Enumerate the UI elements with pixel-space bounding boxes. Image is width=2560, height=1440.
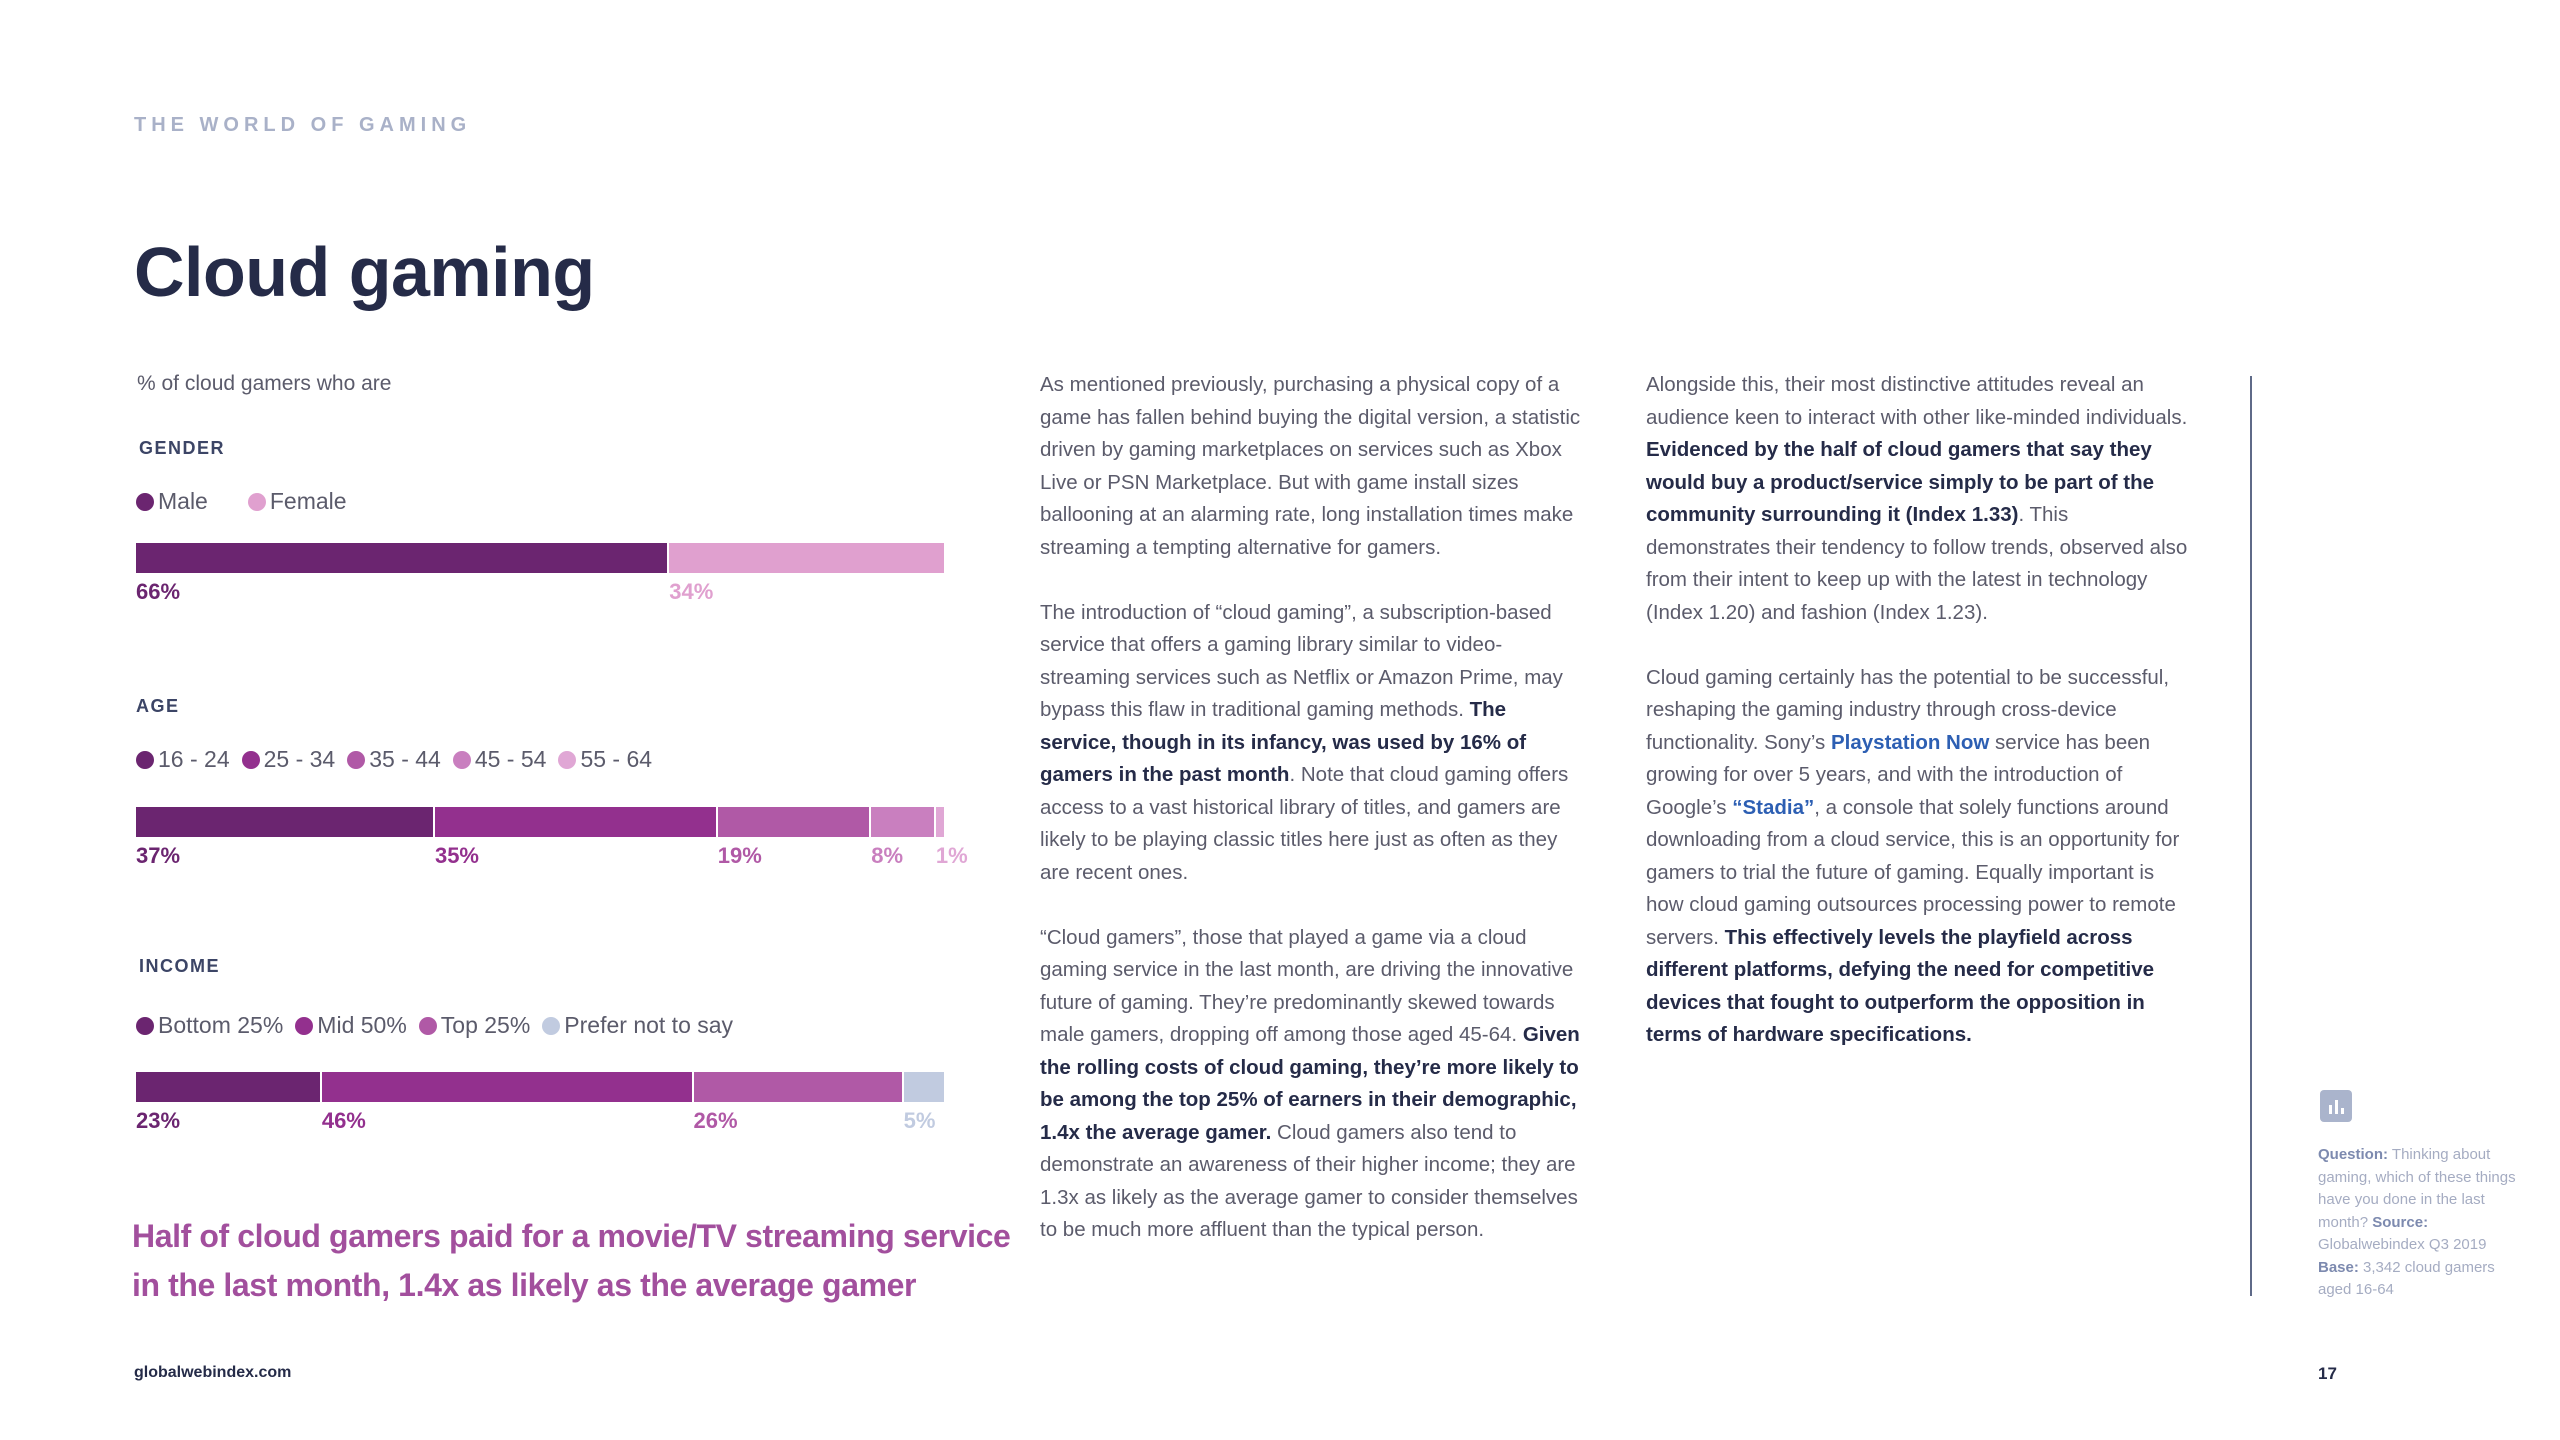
legend-label: Mid 50% [317,1012,407,1038]
legend-label: Male [158,488,208,514]
age-labels [136,843,968,873]
source-note [2318,1144,2528,1302]
bar-segment [322,1072,694,1102]
text-run: “Cloud gamers”, those that played a game via a cloud gaming service in the last month, are driving the innovative future of gaming. They’re predominantly skewed towards male gamers, dropping off among those aged 45-64. [1040,925,1574,1046]
income-value-label: 5% [903,1108,936,1133]
age-legend [136,746,664,773]
text-run: . This demonstrates their tendency to follow trends, observed also from their intent to keep up with the latest in technology (Index 1.20) and fashion (Index 1.23). [1646,503,2188,624]
top-25-dot-icon [419,1017,437,1035]
paragraph [1646,369,2188,629]
paragraph [1040,922,1582,1247]
text-run: service has been growing for over 5 years, and with the introduction of Google’s [1646,730,2151,819]
age-25-34-dot-icon [242,751,260,769]
income-legend [136,1012,745,1039]
bar-segment [136,543,669,573]
page-number: 17 [2318,1364,2337,1383]
bar-segment [871,807,936,837]
legend-label: 55 - 64 [580,746,653,772]
female-dot-icon [248,493,266,511]
legend-label: 35 - 44 [369,746,441,772]
emphasis-text: The service, though in its infancy, was used by 16% of gamers in the past month [1040,698,1527,786]
text-run: The introduction of “cloud gaming”, a subscription-based service that offers a gaming library similar to video-streaming services such as Netflix or Amazon Prime, may bypass this flaw in traditional gaming methods. [1040,600,1563,721]
source-label: Source: [2372,1213,2429,1231]
age-chart [136,807,968,873]
bar-segment [904,1072,944,1102]
age-value-label: 1% [935,843,968,868]
age-bar [136,807,944,837]
question-label: Question: [2318,1146,2388,1163]
legend-label: 45 - 54 [474,746,547,772]
vertical-divider [2250,376,2252,1296]
age-value-label: 8% [871,843,904,868]
age-value-label: 35% [434,843,479,868]
chart-intro: % of cloud gamers who are [137,372,392,395]
age-heading: AGE [136,696,180,716]
income-chart [136,1072,944,1138]
body-column-1 [1040,369,1582,1279]
body-column-2 [1646,369,2188,1084]
gender-bar [136,543,944,573]
legend-item-male [136,488,208,515]
age-45-54-dot-icon [453,751,471,769]
income-value-label: 26% [693,1108,738,1133]
income-value-label: 46% [321,1108,366,1133]
emphasis-text: Evidenced by the half of cloud gamers that say they would buy a product/service simply to be part of the community surrounding it (Index 1.33) [1646,438,2155,526]
legend-item-55-64 [558,746,652,773]
legend-item-bottom-25 [136,1012,283,1039]
legend-label: 16 - 24 [158,746,230,772]
income-value-label: 23% [136,1108,181,1133]
legend-item-prefer-not [542,1012,733,1039]
text-run: Cloud gaming certainly has the potential to be successful, reshaping the gaming industry through cross-device functionality. Sony’s [1646,665,2170,754]
bar-segment [136,1072,322,1102]
emphasis-text: Given the rolling costs of cloud gaming, they’re more likely to be among the top 25% of earners in their demographic, 1.4x the average gamer. [1040,1023,1580,1144]
bar-segment [718,807,872,837]
base-text: 3,342 cloud gamers aged 16-64 [2318,1258,2495,1298]
paragraph [1646,662,2188,1052]
age-55-64-dot-icon [558,751,576,769]
text-run: , a console that solely functions around downloading from a cloud service, this is an opportunity for gamers to trial the future of gaming. Equally important is how cloud gaming outsources processing power to remote servers. [1646,795,2180,949]
bar-segment [936,807,944,837]
legend-label: 25 - 34 [263,746,336,772]
base-label: Base: [2318,1258,2359,1276]
text-run: Alongside this, their most distinctive attitudes reveal an audience keen to interact with other like-minded individuals. [1646,373,2188,429]
legend-item-45-54 [453,746,547,773]
gender-heading: GENDER [139,438,226,458]
paragraph [1040,369,1582,564]
legend-item-35-44 [347,746,441,773]
gender-labels [136,579,944,609]
source-text: Globalwebindex Q3 2019 [2318,1236,2487,1253]
stadia-link[interactable]: “Stadia” [1732,795,1815,819]
age-35-44-dot-icon [347,751,365,769]
pullquote: Half of cloud gamers paid for a movie/TV streaming service in the last month, 1.4x as likely as the average gamer [132,1218,1011,1303]
bottom-25-dot-icon [136,1017,154,1035]
income-heading: INCOME [139,956,220,976]
age-16-24-dot-icon [136,751,154,769]
legend-label: Bottom 25% [158,1012,284,1038]
page-title: Cloud gaming [134,233,595,311]
bar-segment [435,807,718,837]
income-labels [136,1108,944,1138]
bar-segment [669,543,944,573]
playstation-now-link[interactable]: Playstation Now [1831,730,1990,754]
section-label: THE WORLD OF GAMING [134,114,472,136]
legend-item-female [248,488,347,515]
legend-label: Top 25% [440,1012,531,1038]
gender-legend [136,488,359,515]
legend-label: Female [269,488,347,514]
text-run: As mentioned previously, purchasing a physical copy of a game has fallen behind buying the digital version, a statistic driven by gaming marketplaces on services such as Xbox Live or PSN Marketplace. But with game install sizes ballooning at an alarming rate, long installation times make streaming a tempting alternative for gamers. [1040,373,1581,559]
question-text: Thinking about gaming, which of these things have you done in the last month? [2318,1146,2516,1231]
legend-item-top-25 [419,1012,531,1039]
legend-item-25-34 [242,746,336,773]
gender-value-label: 34% [669,579,714,604]
prefer-not-dot-icon [542,1017,560,1035]
footer-url[interactable]: globalwebindex.com [134,1364,292,1381]
income-bar [136,1072,944,1102]
emphasis-text: This effectively levels the playfield across different platforms, defying the need for competitive devices that fought to outperform the opposition in terms of hardware specifications. [1646,925,2155,1046]
text-run: Cloud gamers also tend to demonstrate an awareness of their higher income; they are 1.3x as likely as the average gamer to consider themselves to be much more affluent than the typical person. [1040,1120,1578,1241]
text-run: . Note that cloud gaming offers access to a vast historical library of titles, and gamers are likely to be playing classic titles here just as often as they are recent ones. [1040,763,1569,884]
gender-chart [136,543,944,609]
legend-item-mid-50 [295,1012,406,1039]
gender-value-label: 66% [136,579,181,604]
bar-segment [136,807,435,837]
paragraph [1040,597,1582,890]
age-value-label: 37% [136,843,181,868]
mid-50-dot-icon [295,1017,313,1035]
legend-item-16-24 [136,746,230,773]
legend-label: Prefer not to say [564,1012,734,1038]
male-dot-icon [136,493,154,511]
bar-segment [694,1072,904,1102]
age-value-label: 19% [717,843,762,868]
bar-chart-icon [2320,1090,2352,1122]
